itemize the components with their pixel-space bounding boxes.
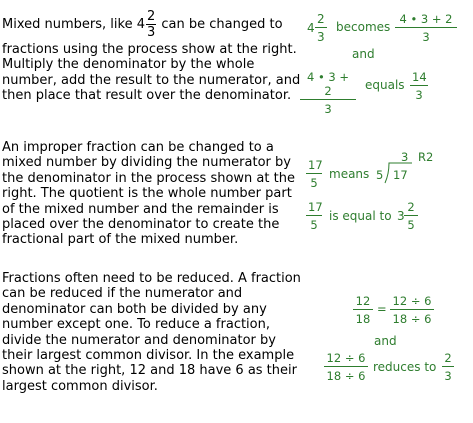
improper-fraction-2: $\frac{17}{5}$ [308,200,323,232]
improper-fraction: $\frac{17}{5}$ [308,158,323,190]
and-label: and [352,47,375,61]
original-fraction: $\frac{12}{18}$ [353,294,373,326]
divided-fraction: $\frac{12 \div 6}{18 \div 6}$ [390,294,434,326]
divisor: 5 [376,168,384,182]
quotient: 3 [401,150,409,164]
equals-fraction: $\frac{4 • 3 + 2}{3}$ [300,70,356,116]
result-fraction: $\frac{14}{3}$ [412,70,427,102]
remainder: R2 [418,150,434,164]
mixed-fraction: $\frac{2}{3}$ [317,12,325,44]
section2-example [300,140,470,240]
becomes-fraction: $\frac{4 • 3 + 2}{3}$ [395,12,457,44]
means-label: means [329,167,370,181]
equals-label: equals [365,78,405,92]
reduces-to-label: reduces to [373,360,437,374]
section3-example [300,285,470,395]
divided-fraction-2: $\frac{12 \div 6}{18 \div 6}$ [324,351,368,383]
inline-fraction: $\frac{2}{3}$ [146,9,156,40]
dividend: 17 [393,168,408,182]
reduced-fraction: $\frac{2}{3}$ [442,351,454,383]
mixed-result-whole: 3 [397,209,405,223]
is-equal-to-label: is equal to [329,209,392,223]
mixed-number-intro: Mixed numbers, like 4 $\frac{2}{3}$ can be changed to [2,9,283,40]
section3-paragraph: Fractions often need to be reduced. A fraction can be reduced if the numerator and denominator can both be divided by any number except one. To reduce a fraction, divide the numerator and denominator by their largest common divisor. In the example shown at the right, 12 and 18 have 6 as their largest common divisor. [2,271,301,394]
mixed-result-fraction: $\frac{2}{5}$ [404,200,418,232]
equals-sign: = [377,302,387,316]
section1-example [300,0,470,116]
section1-body: fractions using the process show at the right. Multiply the denominator by the whole number, add the result to the numerator, and then place that result over the denominator. [2,42,301,104]
and-label-2: and [374,334,397,348]
mixed-whole: 4 [307,21,315,35]
becomes-label: becomes [336,20,391,34]
section1-paragraph [2,9,302,104]
section2-paragraph: An improper fraction can be changed to a mixed number by dividing the numerator by the denominator in the process shown at the right. The quotient is the whole number part of the mixed number and the remainder is placed over the denominator to create the fractional part of the mixed number. [2,140,295,248]
